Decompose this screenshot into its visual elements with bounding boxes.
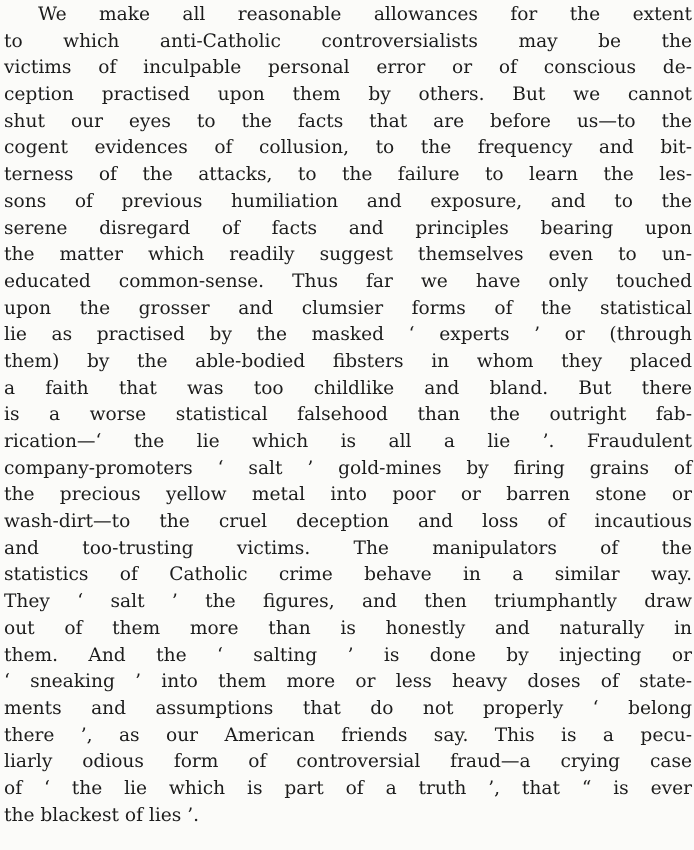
text-line: to which anti-Catholic controversialists may be the [4, 30, 692, 52]
text-line: and too-trusting victims. The manipulators of the [4, 537, 692, 559]
text-line: is a worse statistical falsehood than the outright fab- [4, 404, 692, 426]
text-line: a faith that was too childlike and bland. But there [4, 377, 692, 399]
text-line: ‘ sneaking ’ into them more or less heavy doses of state- [4, 671, 692, 693]
text-line: shut our eyes to the facts that are before us—to the [4, 110, 692, 132]
text-line: liarly odious form of controversial fraud—a crying case [4, 751, 692, 773]
text-line: sons of previous humiliation and exposure, and to the [4, 190, 692, 212]
text-line: there ’, as our American friends say. This is a pecu- [4, 724, 692, 746]
text-line: the matter which readily suggest themselves even to un- [4, 244, 692, 266]
text-line: cogent evidences of collusion, to the frequency and bit- [4, 137, 692, 159]
text-line: ception practised upon them by others. But we cannot [4, 84, 692, 106]
text-line: them) by the able-bodied fibsters in whom they placed [4, 350, 692, 372]
text-line: the precious yellow metal into poor or barren stone or [4, 484, 692, 506]
text-line: them. And the ‘ salting ’ is done by injecting or [4, 644, 692, 666]
text-line: educated common-sense. Thus far we have only touched [4, 270, 692, 292]
text-line: victims of inculpable personal error or of conscious de- [4, 57, 692, 79]
text-line: out of them more than is honestly and naturally in [4, 617, 692, 639]
text-line: company-promoters ‘ salt ’ gold-mines by firing grains of [4, 457, 692, 479]
text-line: rication—‘ the lie which is all a lie ’. Fraudulent [4, 431, 692, 452]
text-line: terness of the attacks, to the failure to learn the les- [4, 164, 692, 186]
text-line: They ‘ salt ’ the figures, and then triumphantly draw [4, 591, 692, 613]
text-line: lie as practised by the masked ‘ experts ’ or (through [4, 324, 692, 346]
text-line: ments and assumptions that do not properly ‘ belong [4, 697, 692, 719]
text-line: the blackest of lies ’. [4, 804, 200, 826]
text-line: We make all reasonable allowances for the extent [38, 4, 692, 25]
text-line: upon the grosser and clumsier forms of the statistical [4, 297, 692, 319]
text-line: statistics of Catholic crime behave in a similar way. [4, 564, 692, 586]
text-line: of ‘ the lie which is part of a truth ’, that “ is ever [4, 777, 692, 799]
article-paragraph [4, 2, 692, 829]
text-line: wash-dirt—to the cruel deception and loss of incautious [4, 511, 692, 533]
text-line: serene disregard of facts and principles bearing upon [4, 217, 692, 239]
